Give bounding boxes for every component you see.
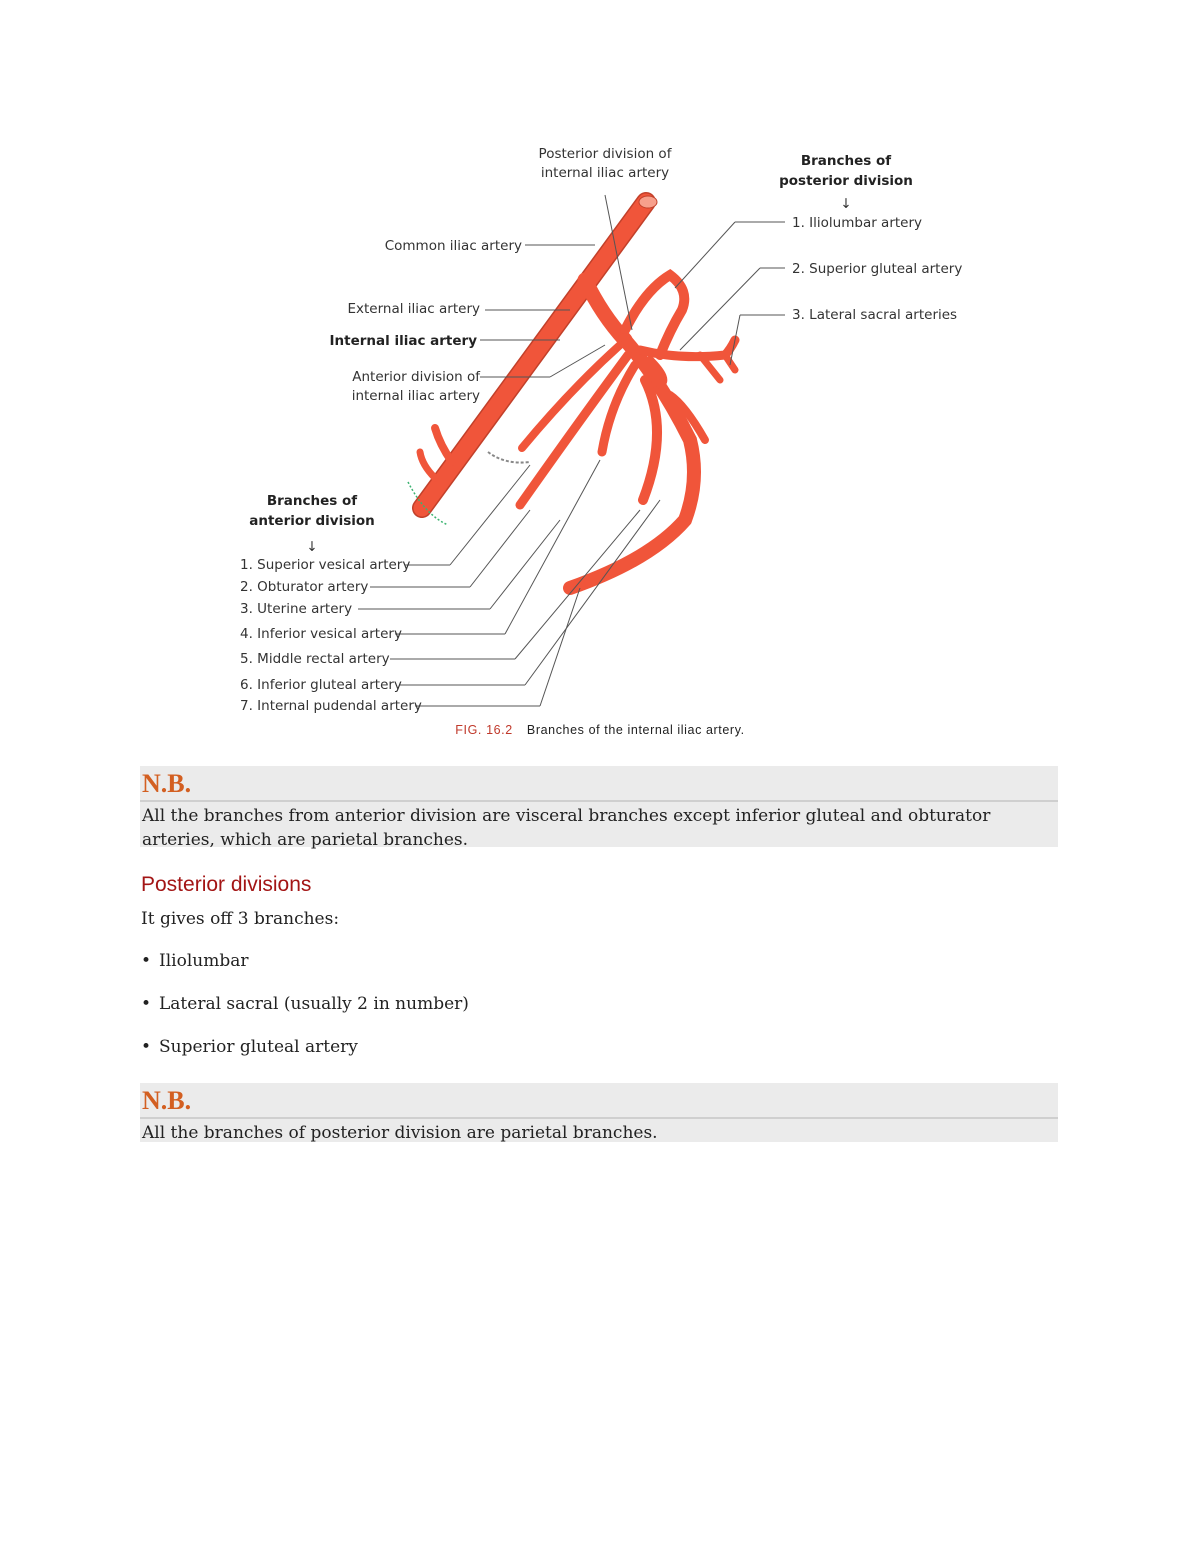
nb-title: N.B. bbox=[140, 766, 1058, 802]
artery-diagram bbox=[230, 140, 970, 720]
list-item-text: Iliolumbar bbox=[159, 951, 249, 971]
label-posterior-division-line2: internal iliac artery bbox=[540, 165, 670, 181]
anterior-branch-3: 3. Uterine artery bbox=[240, 601, 353, 617]
figure-caption bbox=[0, 723, 1200, 737]
heading-posterior-branches-line2: posterior division bbox=[779, 173, 913, 189]
label-external-iliac: External iliac artery bbox=[347, 301, 480, 317]
anterior-branch-5: 5. Middle rectal artery bbox=[240, 651, 390, 667]
label-anterior-division-line2: internal iliac artery bbox=[351, 388, 480, 404]
posterior-branch-3: 3. Lateral sacral arteries bbox=[792, 307, 958, 323]
posterior-branch-1: 1. Iliolumbar artery bbox=[792, 215, 923, 231]
list-item bbox=[141, 1037, 358, 1057]
label-posterior-division-line1: Posterior division of bbox=[538, 146, 672, 162]
anterior-branch-7: 7. Internal pudendal artery bbox=[240, 698, 422, 714]
nb-title: N.B. bbox=[140, 1083, 1058, 1119]
section-heading-posterior-divisions: Posterior divisions bbox=[141, 873, 312, 896]
bullet-icon: • bbox=[141, 1037, 152, 1057]
heading-anterior-branches-line2: anterior division bbox=[249, 513, 375, 529]
list-item-text: Lateral sacral (usually 2 in number) bbox=[159, 994, 469, 1014]
section-intro: It gives off 3 branches: bbox=[141, 909, 340, 929]
nb-body: All the branches from anterior division are visceral branches except inferior gluteal and obturator arteries, which are parietal branches. bbox=[142, 806, 991, 850]
heading-anterior-branches-line1: Branches of bbox=[266, 493, 358, 509]
bullet-icon: • bbox=[141, 951, 152, 971]
anterior-branch-1: 1. Superior vesical artery bbox=[240, 557, 411, 573]
anterior-branch-6: 6. Inferior gluteal artery bbox=[240, 677, 402, 693]
figure-number: FIG. 16.2 bbox=[455, 723, 513, 737]
down-arrow-icon: ↓ bbox=[840, 196, 852, 212]
nb-note-posterior bbox=[140, 1083, 1058, 1142]
internal-iliac-artery-figure bbox=[230, 140, 970, 720]
list-item-text: Superior gluteal artery bbox=[159, 1037, 358, 1057]
down-arrow-icon: ↓ bbox=[306, 539, 318, 555]
figure-caption-text: Branches of the internal iliac artery. bbox=[526, 723, 745, 737]
label-common-iliac: Common iliac artery bbox=[384, 238, 522, 254]
heading-posterior-branches-line1: Branches of bbox=[800, 153, 892, 169]
nb-note-anterior bbox=[140, 766, 1058, 850]
list-item bbox=[141, 994, 469, 1014]
anterior-branch-4: 4. Inferior vesical artery bbox=[240, 626, 402, 642]
anterior-branch-2: 2. Obturator artery bbox=[240, 579, 369, 595]
bullet-icon: • bbox=[141, 994, 152, 1014]
nb-body: All the branches of posterior division are parietal branches. bbox=[142, 1123, 658, 1143]
posterior-branch-2: 2. Superior gluteal artery bbox=[792, 261, 963, 277]
label-anterior-division-line1: Anterior division of bbox=[352, 369, 480, 385]
list-item bbox=[141, 951, 248, 971]
label-internal-iliac: Internal iliac artery bbox=[329, 333, 477, 349]
